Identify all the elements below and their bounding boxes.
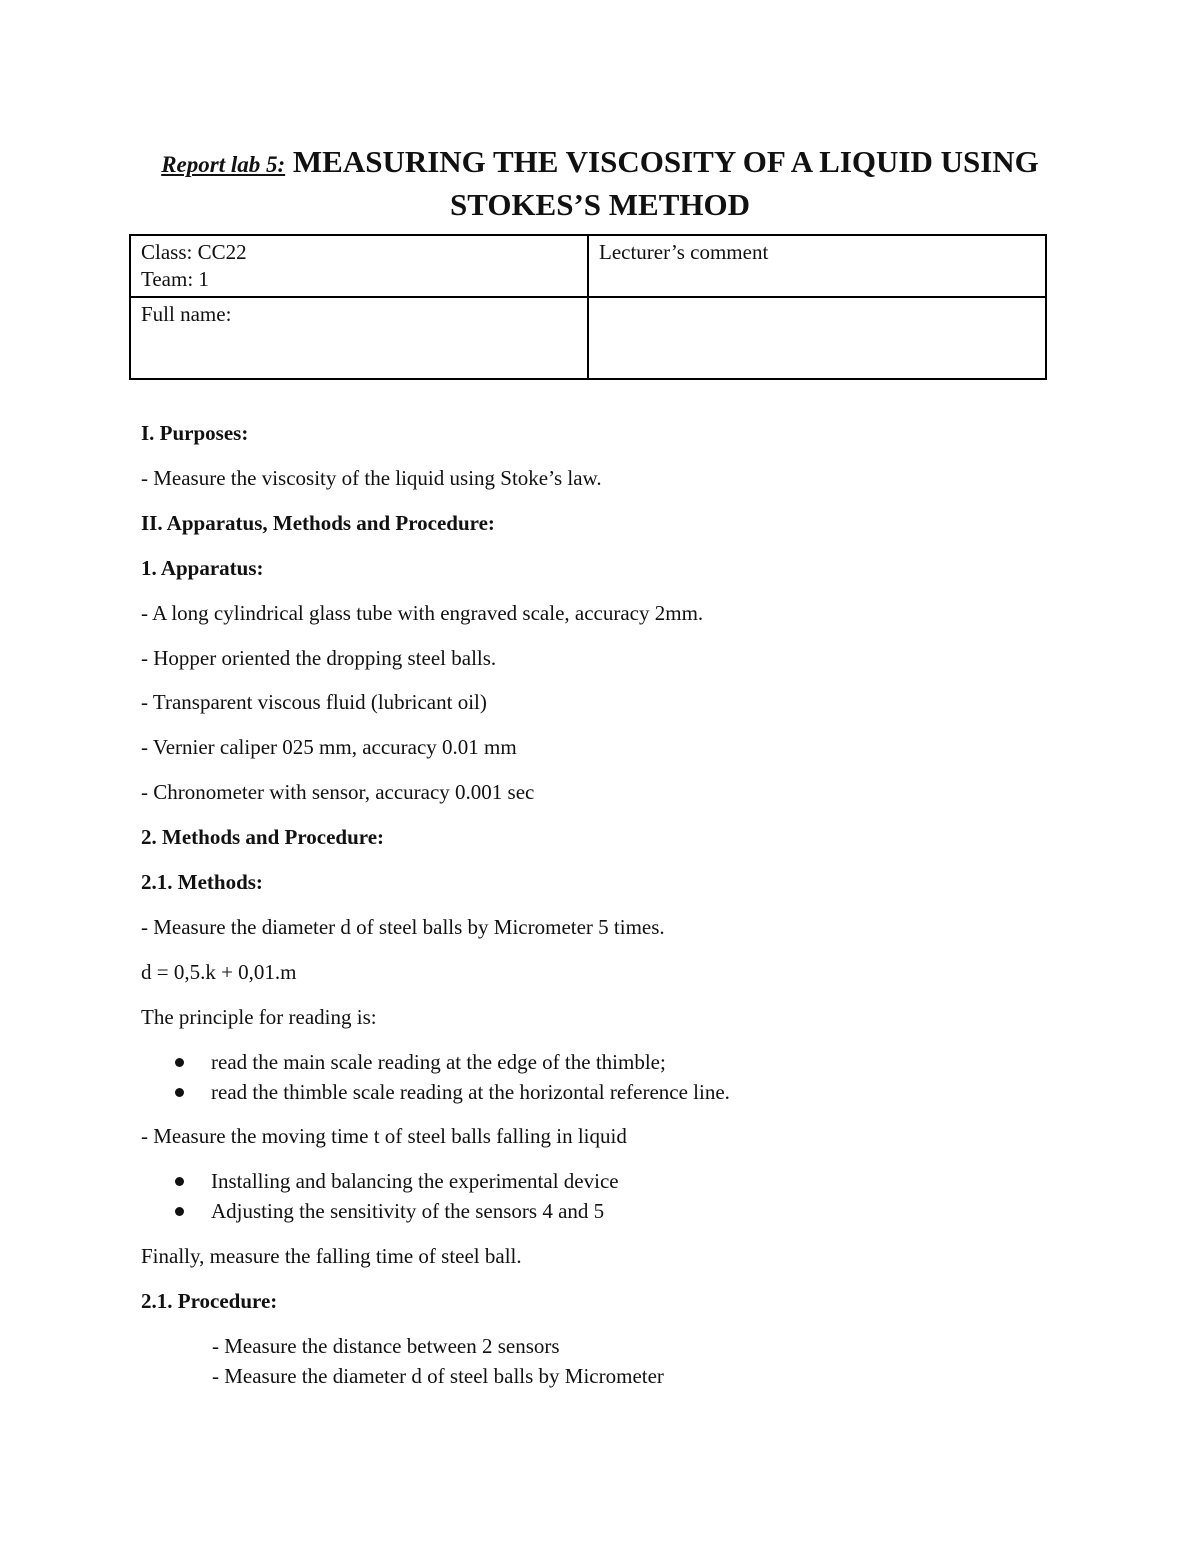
- apparatus-item: - A long cylindrical glass tube with engraved scale, accuracy 2mm.: [141, 601, 704, 625]
- apparatus-item: - Transparent viscous fluid (lubricant oil): [141, 690, 487, 714]
- procedure-item: - Measure the diameter d of steel balls by Micrometer: [212, 1364, 664, 1388]
- bullet-dot-icon: [175, 1207, 184, 1216]
- lecturer-comment-label: Lecturer’s comment: [599, 240, 769, 264]
- moving-time-bullet: Adjusting the sensitivity of the sensors 4 and 5: [211, 1199, 605, 1223]
- apparatus-heading: 1. Apparatus:: [141, 556, 264, 580]
- procedure-item: - Measure the distance between 2 sensors: [212, 1334, 560, 1358]
- info-table-row: [130, 235, 1046, 297]
- methods-heading: 2.1. Methods:: [141, 870, 263, 894]
- info-table-row: [130, 297, 1046, 379]
- principle-bullet: read the thimble scale reading at the horizontal reference line.: [211, 1080, 730, 1104]
- class-team-cell: [130, 235, 588, 297]
- bullet-dot-icon: [175, 1058, 184, 1067]
- lecturer-comment-header-cell: [588, 235, 1046, 297]
- apparatus-item: - Chronometer with sensor, accuracy 0.001 sec: [141, 780, 535, 804]
- report-title-lead: Report lab 5:: [161, 152, 286, 177]
- report-title-main-line2: STOKES’S METHOD: [449, 187, 751, 222]
- full-name-cell: [130, 297, 588, 379]
- moving-time-text: - Measure the moving time t of steel balls falling in liquid: [141, 1124, 627, 1148]
- finally-text: Finally, measure the falling time of steel ball.: [141, 1244, 522, 1268]
- bullet-dot-icon: [175, 1177, 184, 1186]
- lecturer-comment-value-cell: [588, 297, 1046, 379]
- purposes-heading: I. Purposes:: [141, 421, 249, 445]
- moving-time-bullet: Installing and balancing the experimental device: [211, 1169, 619, 1193]
- procedure-heading: 2.1. Procedure:: [141, 1289, 278, 1313]
- report-title: [100, 142, 1100, 225]
- principle-text: The principle for reading is:: [141, 1005, 377, 1029]
- purposes-text: - Measure the viscosity of the liquid using Stoke’s law.: [141, 466, 602, 490]
- info-table: [129, 234, 1047, 380]
- methods-procedure-heading: 2. Methods and Procedure:: [141, 825, 385, 849]
- apparatus-methods-heading: II. Apparatus, Methods and Procedure:: [141, 511, 495, 535]
- report-title-main-line1: MEASURING THE VISCOSITY OF A LIQUID USING: [285, 144, 1039, 179]
- full-name-label: Full name:: [141, 302, 232, 326]
- team-label: Team: 1: [141, 267, 209, 291]
- methods-line: - Measure the diameter d of steel balls by Micrometer 5 times.: [141, 915, 665, 939]
- diameter-formula: d = 0,5.k + 0,01.m: [141, 960, 297, 984]
- apparatus-item: - Hopper oriented the dropping steel balls.: [141, 646, 497, 670]
- principle-bullet: read the main scale reading at the edge of the thimble;: [211, 1050, 666, 1074]
- bullet-dot-icon: [175, 1088, 184, 1097]
- class-label: Class: CC22: [141, 240, 247, 264]
- apparatus-item: - Vernier caliper 025 mm, accuracy 0.01 mm: [141, 735, 517, 759]
